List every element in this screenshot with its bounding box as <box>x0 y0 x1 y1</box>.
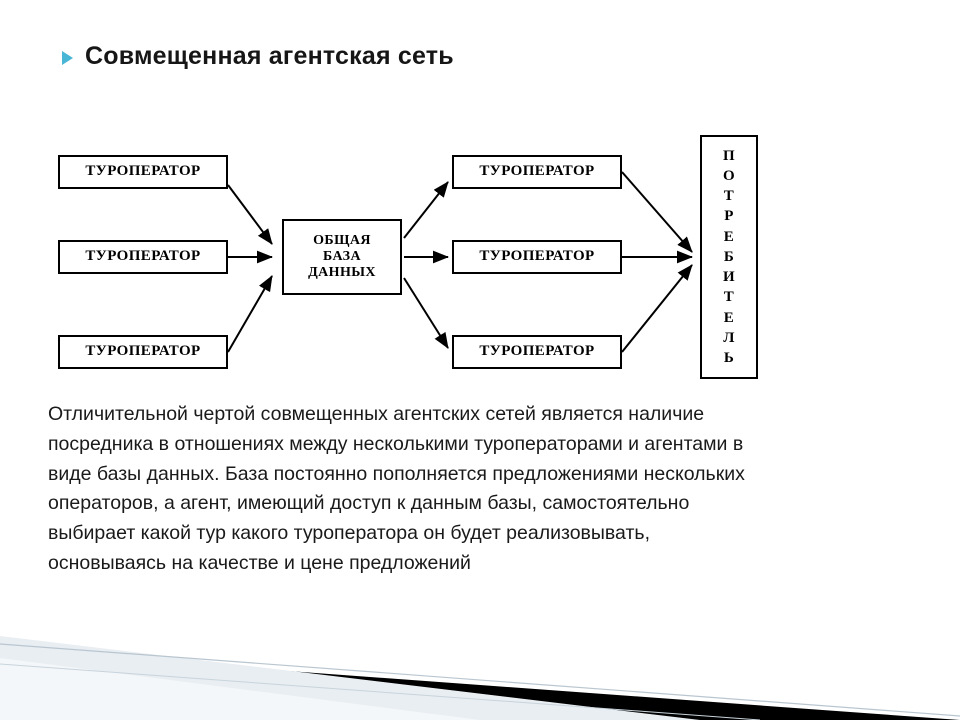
node-tour-operator-right-1[interactable]: ТУРОПЕРАТОР <box>452 155 622 189</box>
consumer-letter-2: Т <box>723 188 735 205</box>
slide-title-text: Совмещенная агентская сеть <box>85 42 454 70</box>
consumer-letter-4: Е <box>723 228 735 245</box>
consumer-letter-9: Л <box>723 329 735 346</box>
node-common-database[interactable] <box>282 219 402 295</box>
consumer-letter-10: Ь <box>723 350 735 367</box>
consumer-letter-3: Р <box>724 208 734 225</box>
node-tour-operator-right-2[interactable]: ТУРОПЕРАТОР <box>452 240 622 274</box>
node-tour-operator-left-3[interactable]: ТУРОПЕРАТОР <box>58 335 228 369</box>
node-tour-operator-left-2[interactable]: ТУРОПЕРАТОР <box>58 240 228 274</box>
node-tour-operator-left-1[interactable]: ТУРОПЕРАТОР <box>58 155 228 189</box>
consumer-letter-6: И <box>722 269 736 286</box>
slide-body-text: Отличительной чертой совмещенных агентских сетей является наличие посредника в отношениях между несколькими туроператорами и агентами в виде базы данных. База постоянно пополняется предложениями нескольких операторов, а агент, имеющий доступ к данным базы, самостоятельно выбирает какой тур какого туроператора он будет реализовывать, основываясь на качестве и цене предложений <box>48 403 745 575</box>
consumer-letter-1: О <box>722 167 736 184</box>
consumer-letter-5: Б <box>723 248 735 265</box>
footer-decoration <box>0 600 960 720</box>
db-line-2: БАЗА <box>323 248 361 264</box>
bullet-marker-icon <box>62 51 73 65</box>
consumer-letter-0: П <box>722 147 736 164</box>
db-line-1: ОБЩАЯ <box>313 232 371 248</box>
consumer-letter-8: Е <box>723 309 735 326</box>
node-consumer[interactable] <box>700 135 758 379</box>
node-tour-operator-right-3[interactable]: ТУРОПЕРАТОР <box>452 335 622 369</box>
db-line-3: ДАННЫХ <box>308 265 376 281</box>
consumer-letter-7: Т <box>723 289 735 306</box>
network-diagram <box>0 120 960 400</box>
page-title <box>62 42 454 71</box>
